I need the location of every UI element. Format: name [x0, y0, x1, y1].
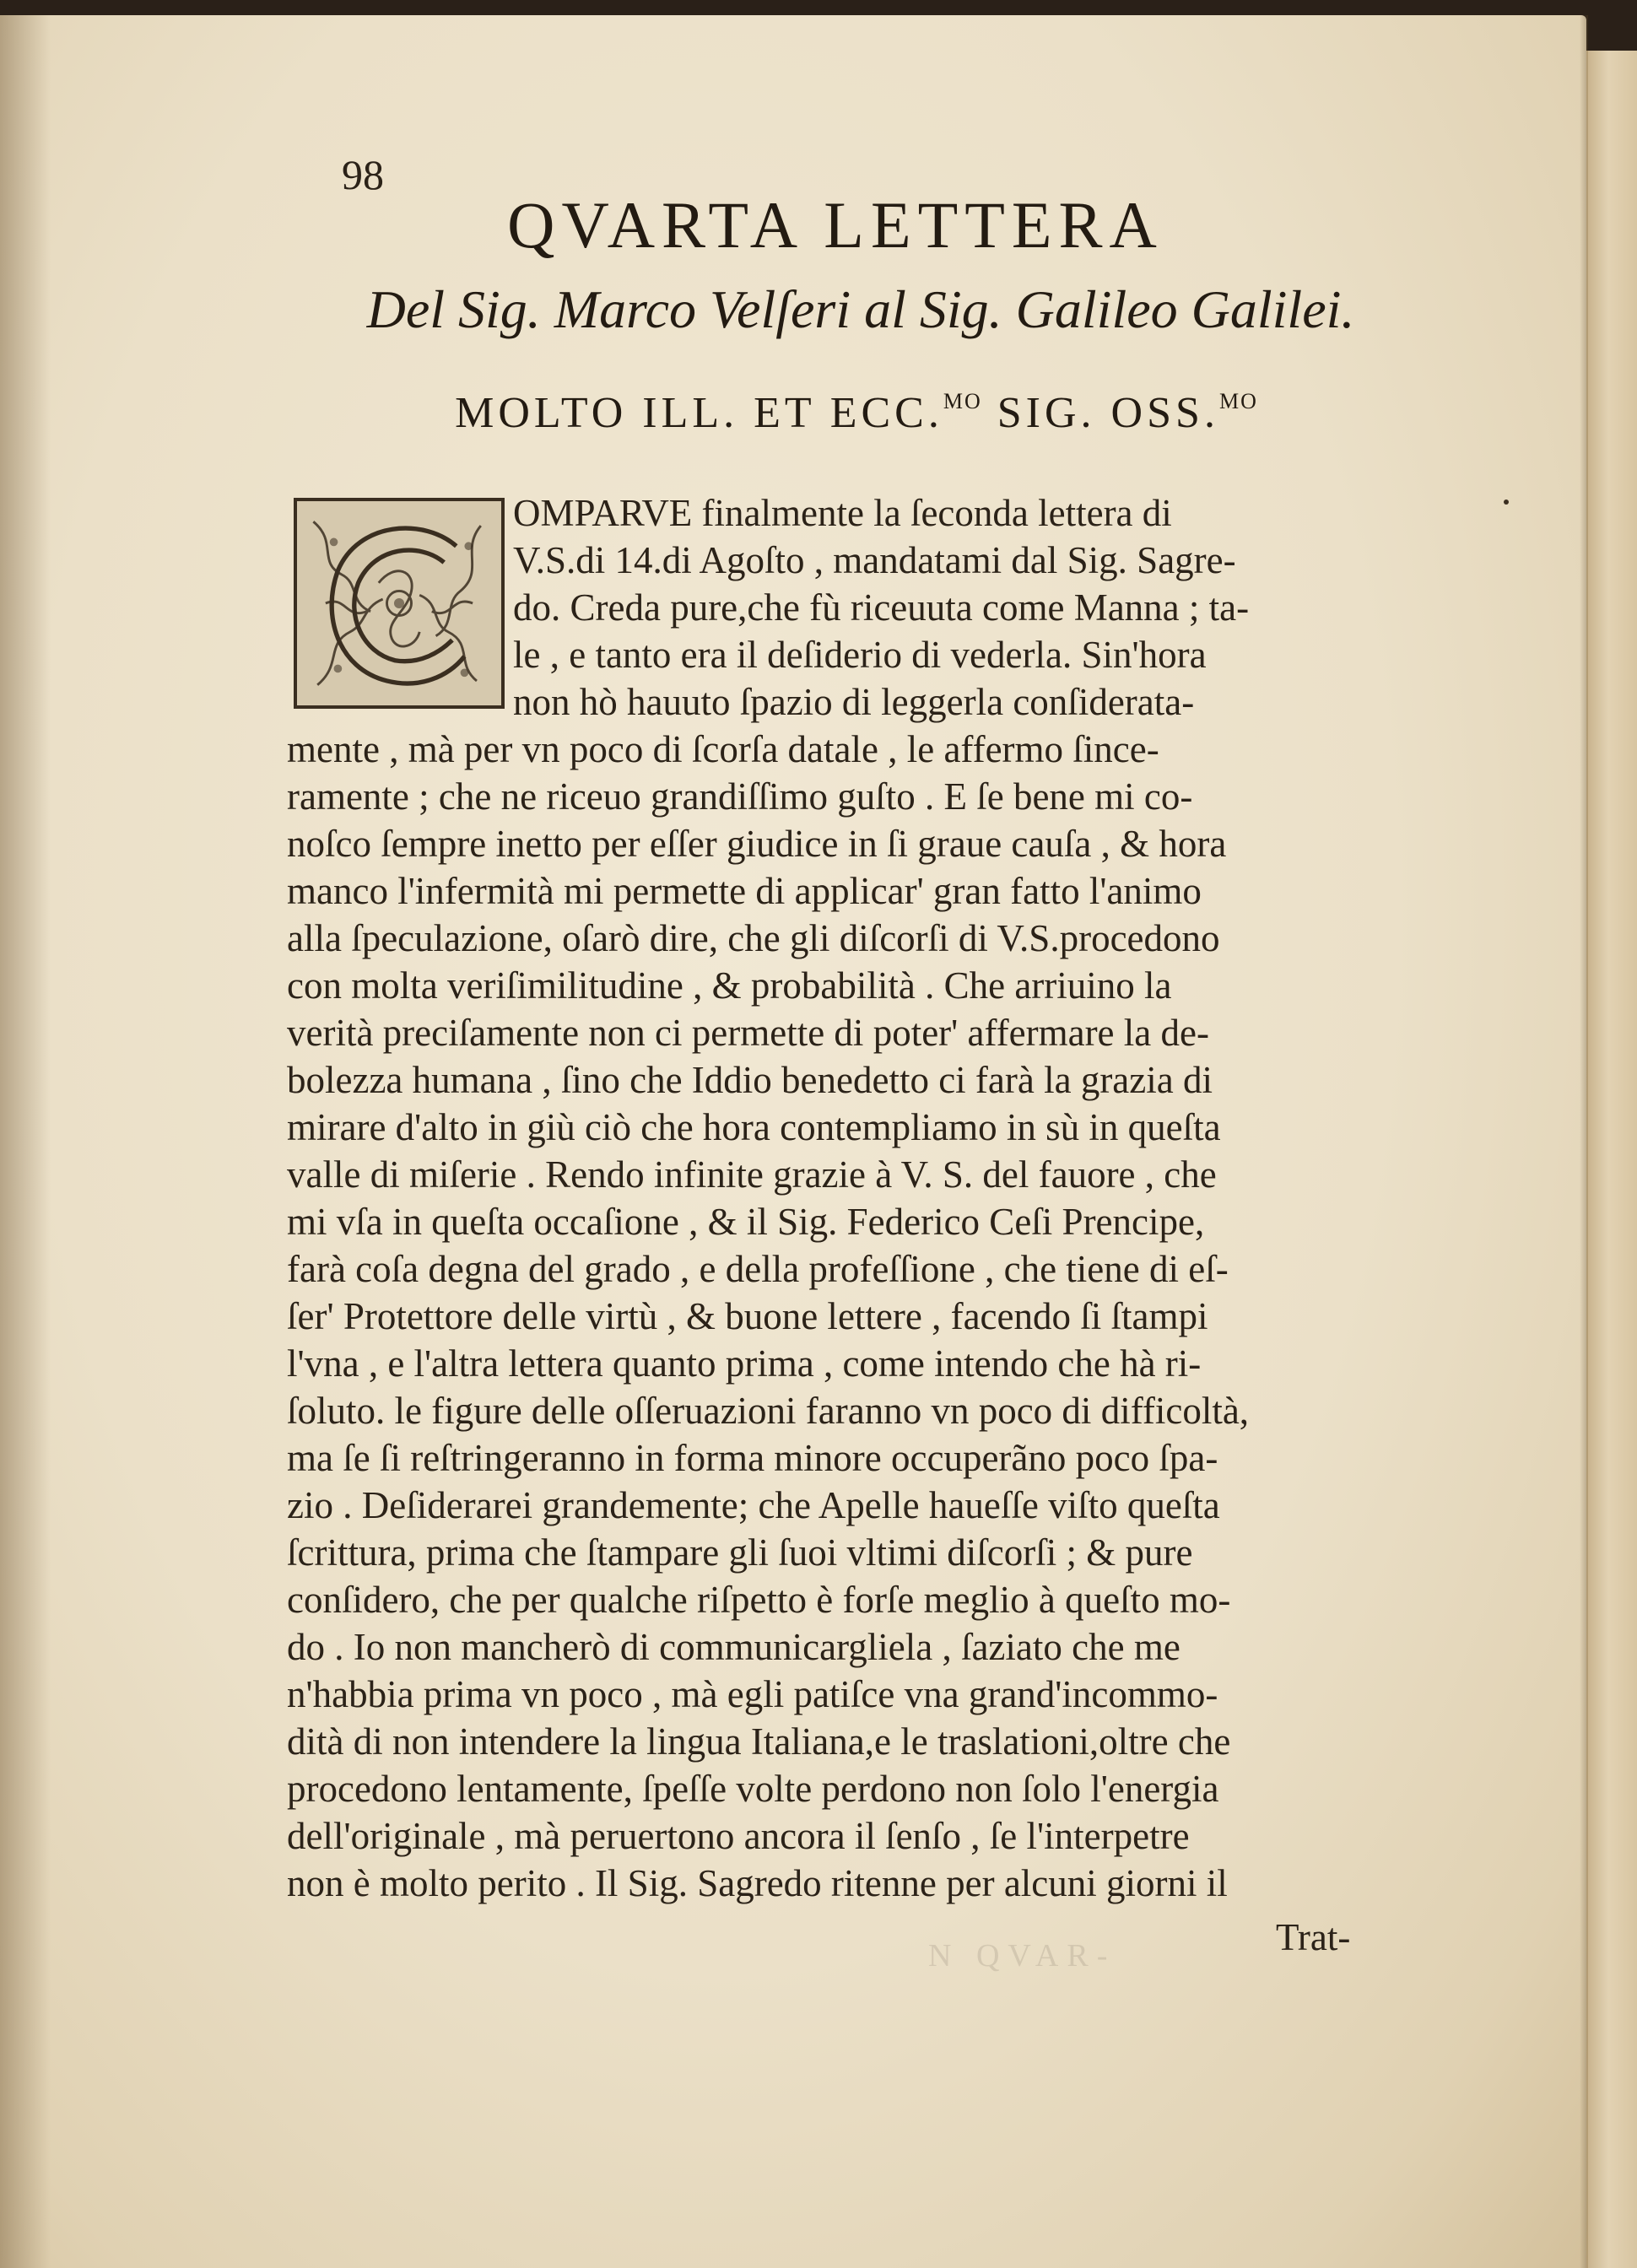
body-line-13: bolezza humana , ſino che Iddio benedetto ci farà la grazia di — [287, 1059, 1213, 1101]
letter-title: QVARTA LETTERA — [507, 188, 1164, 262]
catchword: Trat- — [1276, 1916, 1351, 1958]
body-line-12: verità preciſamente non ci permette di poter' affermare la de- — [287, 1012, 1209, 1054]
body-line-9: manco l'infermità mi permette di applicar' gran fatto l'animo — [287, 870, 1202, 912]
body-line-26: n'habbia prima vn poco , mà egli patiſce vna grand'incommo- — [287, 1673, 1218, 1715]
body-line-8: noſco ſempre inetto per eſſer giudice in ſi graue cauſa , & hora — [287, 823, 1227, 865]
body-line-4: le , e tanto era il deſiderio di vederla. Sin'hora — [513, 634, 1207, 676]
body-line-21: ma ſe ſi reſtringeranno in forma minore occuperãno poco ſpa- — [287, 1437, 1218, 1479]
body-line-6: mente , mà per vn poco di ſcorſa datale , le affermo ſince- — [287, 728, 1159, 770]
body-line-16: mi vſa in queſta occaſione , & il Sig. Federico Ceſi Prencipe, — [287, 1201, 1205, 1243]
body-line-3: do. Creda pure,che fù riceuuta come Manna ; ta- — [513, 586, 1250, 629]
ornamental-initial-art — [297, 501, 501, 705]
salutation-superscript-1: MO — [943, 389, 982, 413]
body-line-19: l'vna , e l'altra lettera quanto prima , come intendo che hà ri- — [287, 1342, 1202, 1385]
ornamental-initial-c — [294, 498, 505, 709]
body-line-29: dell'originale , mà peruertono ancora il ſenſo , ſe l'interpetre — [287, 1815, 1190, 1857]
ink-speck — [1504, 500, 1509, 505]
letter-subtitle: Del Sig. Marco Velſeri al Sig. Galileo Galilei. — [366, 279, 1355, 339]
next-page-edge — [1586, 51, 1637, 2268]
body-line-15: valle di miſerie . Rendo infinite grazie à V. S. del fauore , che — [287, 1153, 1217, 1196]
body-line-28: procedono lentamente, ſpeſſe volte perdono non ſolo l'energia — [287, 1768, 1219, 1810]
body-line-14: mirare d'alto in giù ciò che hora contempliamo in sù in queſta — [287, 1106, 1221, 1148]
body-line-20: ſoluto. le figure delle oſſeruazioni faranno vn poco di difficoltà, — [287, 1390, 1250, 1432]
body-line-17: farà coſa degna del grado , e della profeſſione , che tiene di eſ- — [287, 1248, 1229, 1290]
body-line-7: ramente ; che ne riceuo grandiſſimo guſto . E ſe bene mi co- — [287, 775, 1193, 818]
body-line-23: ſcrittura, prima che ſtampare gli ſuoi vltimi diſcorſi ; & pure — [287, 1531, 1193, 1574]
salutation — [371, 388, 1342, 438]
body-line-10: alla ſpeculazione, oſarò dire, che gli diſcorſi di V.S.procedono — [287, 917, 1220, 959]
salutation-part-1: MOLTO ILL. ET ECC. — [455, 389, 943, 437]
body-line-2: V.S.di 14.di Agoſto , mandatami dal Sig. Sagre- — [513, 539, 1236, 581]
body-line-27: dità di non intendere la lingua Italiana,e le traslationi,oltre che — [287, 1720, 1231, 1763]
show-through-text: N QVAR- — [928, 1938, 1116, 1974]
body-line-5: non hò hauuto ſpazio di leggerla conſiderata- — [513, 681, 1195, 723]
spine-shadow — [0, 15, 51, 2268]
salutation-part-2: SIG. OSS. — [981, 389, 1219, 437]
page-number: 98 — [342, 151, 384, 198]
body-line-11: con molta veriſimilitudine , & probabilità . Che arriuino la — [287, 964, 1172, 1007]
salutation-superscript-2: MO — [1218, 389, 1258, 413]
body-line-25: do . Io non mancherò di communicargliela , ſaziato che me — [287, 1626, 1180, 1668]
body-line-24: conſidero, che per qualche riſpetto è forſe meglio à queſto mo- — [287, 1579, 1231, 1621]
body-line-30: non è molto perito . Il Sig. Sagredo ritenne per alcuni giorni il — [287, 1862, 1228, 1904]
body-line-22: zio . Deſiderarei grandemente; che Apelle haueſſe viſto queſta — [287, 1484, 1220, 1526]
body-line-18: ſer' Protettore delle virtù , & buone lettere , facendo ſi ſtampi — [287, 1295, 1208, 1337]
body-line-1: OMPARVE finalmente la ſeconda lettera di — [513, 492, 1172, 534]
